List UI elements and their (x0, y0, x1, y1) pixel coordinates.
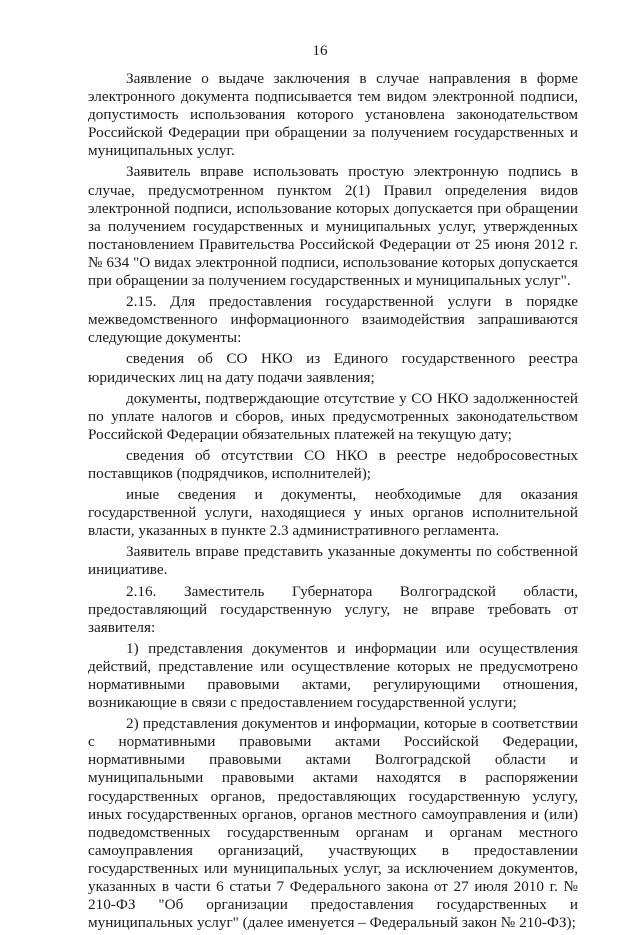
list-item-1: 1) представления документов и информации или осуществления действий, представление или осуществление которых не предусмотрено нормативными правовыми актами, регулирующими отношения, возникающие в связи с предоставлением государственной услуги; (88, 639, 578, 712)
paragraph-electronic-application: Заявление о выдаче заключения в случае направления в форме электронного документа подписывается тем видом электронной подписи, допустимость использования которого установлена законодательством Российской Федерации при обращении за получением государственных и муниципальных услуг. (88, 70, 578, 160)
paragraph-2-16: 2.16. Заместитель Губернатора Волгоградской области, предоставляющий государственную услугу, не вправе требовать от заявителя: (88, 582, 578, 636)
paragraph-own-initiative: Заявитель вправе представить указанные документы по собственной инициативе. (88, 543, 578, 579)
list-item-2: 2) представления документов и информации, которые в соответствии с нормативными правовыми актами Российской Федерации, нормативными правовыми актами Волгоградской области и муниципальными правовыми актами находятся в распоряжении государственных органов, предоставляющих государственную услугу, иных государственных органов, органов местного самоуправления и (или) подведомственных государственным органам и органам местного самоуправления организаций, участвующих в предоставлении государственных или муниципальных услуг, за исключением документов, указанных в части 6 статьи 7 Федерального закона от 27 июля 2010 г. № 210-ФЗ "Об организации предоставления государственных и муниципальных услуг" (далее именуется – Федеральный закон № 210-ФЗ); (88, 715, 578, 932)
list-item-egrul-info: сведения об СО НКО из Единого государственного реестра юридических лиц на дату подачи заявления; (88, 350, 578, 386)
document-body (88, 70, 578, 935)
paragraph-simple-signature: Заявитель вправе использовать простую электронную подпись в случае, предусмотренном пунктом 2(1) Правил определения видов электронной подписи, использование которых допускается при обращении за получением государственных и муниципальных услуг, утвержденных постановлением Правительства Российской Федерации от 25 июня 2012 г. № 634 "О видах электронной подписи, использование которых допускается при обращении за получением государственных и муниципальных услуг". (88, 163, 578, 290)
page-number: 16 (312, 43, 328, 59)
list-item-other-info: иные сведения и документы, необходимые для оказания государственной услуги, находящиеся у иных органов исполнительной власти, указанных в пункте 2.3 административного регламента. (88, 486, 578, 540)
list-item-unreliable-suppliers: сведения об отсутствии СО НКО в реестре недобросовестных поставщиков (подрядчиков, исполнителей); (88, 446, 578, 482)
paragraph-2-15: 2.15. Для предоставления государственной услуги в порядке межведомственного информационного взаимодействия запрашиваются следующие документы: (88, 293, 578, 347)
list-item-no-debts: документы, подтверждающие отсутствие у СО НКО задолженностей по уплате налогов и сборов, иных предусмотренных законодательством Российской Федерации обязательных платежей на текущую дату; (88, 389, 578, 443)
